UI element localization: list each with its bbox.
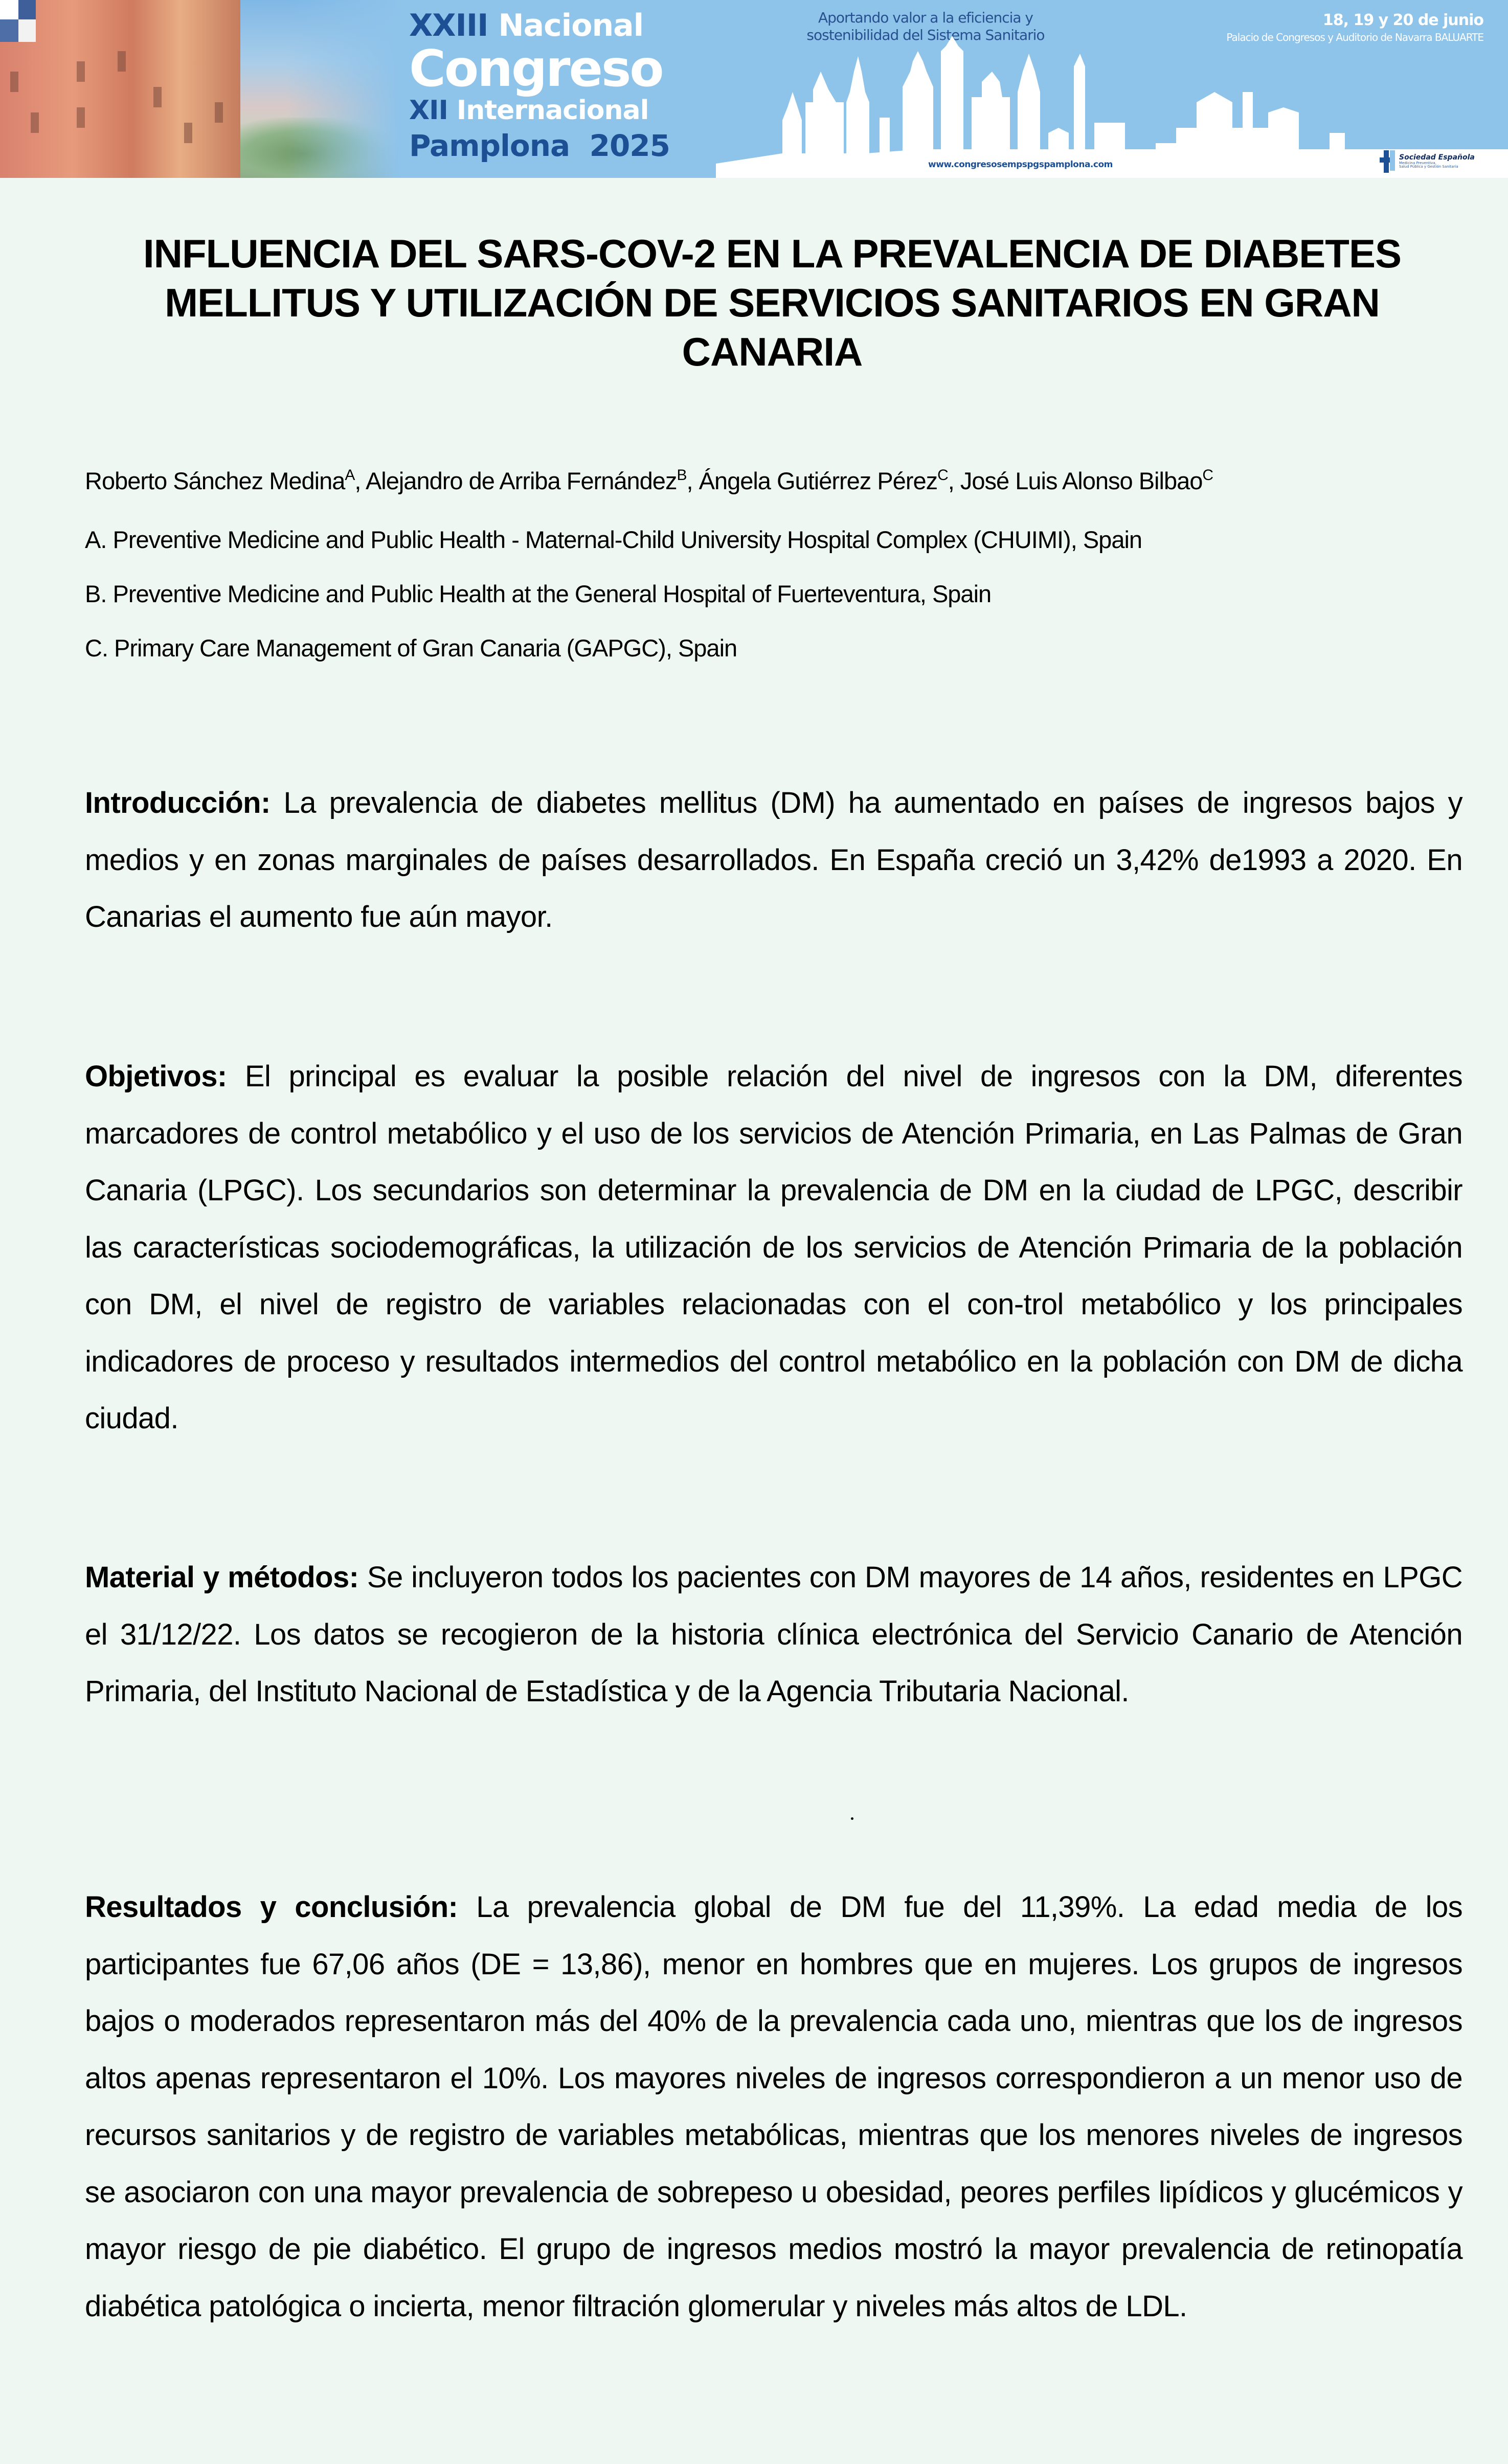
section-body: El principal es evaluar la posible relación del nivel de ingresos con la DM, diferentes marcadores de control metabólico y el uso de los servicios de Atención Primaria, en Las Palmas de Gran Canaria (LPGC). Los secundarios son determinar la prevalencia de DM en la ciudad de LPGC, describir las características sociodemográficas, la utilización de los servicios de Atención Primaria de la población con DM, el nivel de registro de variables relacionadas con el con-trol metabólico y los principales indicadores de proceso y resultados intermedios del control metabólico en la población con DM de dicha ciudad. bbox=[85, 1060, 1462, 1435]
section-heading: Material y métodos: bbox=[85, 1561, 359, 1594]
congress-slogan: Aportando valor a la eficiencia y sostenibilidad del Sistema Sanitario bbox=[806, 9, 1045, 43]
congress-edition-international: XII bbox=[409, 95, 448, 126]
society-name: Sociedad Española bbox=[1399, 153, 1475, 162]
section-body: La prevalencia global de DM fue del 11,39%. La edad media de los participantes fue 67,06 años (DE = 13,86), menor en hombres que en mujeres. Los grupos de ingresos bajos o moderados representaron más del 40% de la prevalencia cada uno, mientras que los de ingresos altos apenas representaron el 10%. Los mayores niveles de ingresos correspondieron a un menor uso de recursos sanitarios y de registro de variables metabólicas, mientras que los menores niveles de ingresos se asociaron con una mayor prevalencia de sobrepeso u obesidad, peores perfiles lipídicos y glucémicos y mayor riesgo de pie diabético. El grupo de ingresos medios mostró la mayor prevalencia de retinopatía diabética patológica o incierta, menor filtración glomerular y niveles más altos de LDL. bbox=[85, 1890, 1462, 2323]
author-name: Alejandro de Arriba Fernández bbox=[365, 467, 677, 494]
building-facade bbox=[0, 0, 240, 178]
section-heading: Introducción: bbox=[85, 786, 271, 819]
section-heading: Resultados y conclusión: bbox=[85, 1890, 458, 1924]
paper-title: INFLUENCIA DEL SARS-COV-2 EN LA PREVALENCIA DE DIABETES MELLITUS Y UTILIZACIÓN DE SERVICIOS SANITARIOS EN GRAN CANARIA bbox=[143, 231, 1401, 374]
congress-word: Congreso bbox=[409, 40, 663, 98]
section-results bbox=[85, 1879, 1462, 2335]
author-name: José Luis Alonso Bilbao bbox=[960, 467, 1203, 494]
section-methods bbox=[85, 1549, 1462, 1720]
society-logo: Sociedad Española Medicina Preventiva, Salud Pública y Gestión Sanitaria bbox=[1380, 149, 1475, 174]
congress-edition-national: XXIII bbox=[409, 8, 488, 43]
section-objectives bbox=[85, 1048, 1462, 1447]
congress-venue: Palacio de Congresos y Auditorio de Navarra BALUARTE bbox=[1226, 31, 1483, 43]
congress-city-year: Pamplona 2025 bbox=[409, 128, 670, 163]
section-body: Se incluyeron todos los pacientes con DM mayores de 14 años, residentes en LPGC el 31/12/22. Los datos se recogieron de la historia clínica electrónica del Servicio Canario de Atención Primaria, del Instituto Nacional de Estadística y de la Agencia Tributaria Nacional. bbox=[85, 1561, 1462, 1708]
affiliation-b: B. Preventive Medicine and Public Health at the General Hospital of Fuerteventura, Spain bbox=[85, 580, 992, 607]
author-list: Roberto Sánchez Medina$^A$, Alejandro de Arriba Fernández$^B$, Ángela Gutiérrez Pérez$^C$, José Luis Alonso Bilbao$^C$ bbox=[85, 467, 1213, 494]
author-affiliation-mark: C bbox=[1202, 467, 1213, 484]
affiliation-a: A. Preventive Medicine and Public Health - Maternal-Child University Hospital Complex (CHUIMI), Spain bbox=[85, 526, 1142, 553]
stray-dot bbox=[851, 1817, 853, 1820]
affiliation-c: C. Primary Care Management of Gran Canaria (GAPGC), Spain bbox=[85, 634, 737, 661]
author-affiliation-mark: B bbox=[677, 467, 687, 484]
section-body: La prevalencia de diabetes mellitus (DM) ha aumentado en países de ingresos bajos y medios y en zonas marginales de países desarrollados. En España creció un 3,42% de1993 a 2020. En Canarias el aumento fue aún mayor. bbox=[85, 786, 1462, 933]
section-heading: Objetivos: bbox=[85, 1060, 227, 1093]
author-affiliation-mark: A bbox=[345, 467, 355, 484]
author-affiliation-mark: C bbox=[937, 467, 948, 484]
pamplona-street-photo bbox=[0, 0, 399, 178]
congress-logo-text: XXIII Nacional Congreso XII Internacional Pamplona 2025 bbox=[409, 10, 675, 161]
congress-website-link[interactable]: www.congresosempspgspamplona.com bbox=[928, 159, 1113, 170]
congress-banner bbox=[0, 0, 1508, 178]
society-cross-icon bbox=[1380, 150, 1395, 173]
section-introduction bbox=[85, 774, 1462, 946]
congress-dates: 18, 19 y 20 de junio bbox=[1322, 11, 1483, 29]
author-name: Ángela Gutiérrez Pérez bbox=[699, 467, 938, 494]
author-name: Roberto Sánchez Medina bbox=[85, 467, 345, 494]
flag-icon bbox=[0, 0, 18, 19]
